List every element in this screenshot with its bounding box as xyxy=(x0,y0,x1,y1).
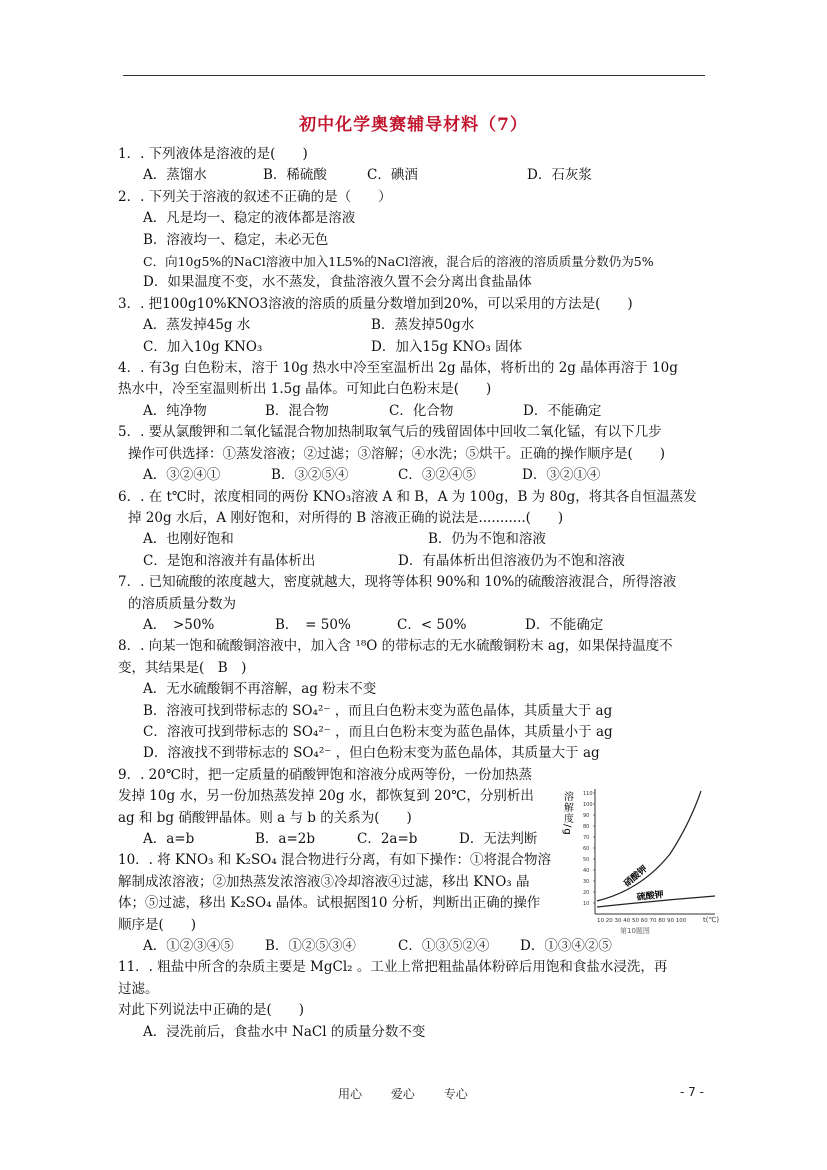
q7-option-d: D．不能确定 xyxy=(525,616,604,633)
q6-option-b: B．仍为不饱和溶液 xyxy=(428,531,546,548)
q8-option-a: A．无水硫酸铜不再溶解，ag 粉末不变 xyxy=(143,681,377,698)
q10-stem-line2: 解制成浓溶液；②加热蒸发浓溶液③冷却溶液④过滤，移出 KNO₃ 晶 xyxy=(118,873,530,890)
figure-xunit: t(℃) xyxy=(703,916,720,924)
figure-curve1-label: 硝酸钾 xyxy=(622,864,650,890)
q3-stem: 3．. 把100g10%KNO3溶液的溶质的质量分数增加到20%，可以采用的方法是( ) xyxy=(118,295,633,312)
q7-options xyxy=(118,615,716,636)
figure-curve2-label: 硫酸钾 xyxy=(636,890,665,903)
q9-option-b: B．a=2b xyxy=(255,831,316,847)
q10-stem-line1: 10．. 将 KNO₃ 和 K₂SO₄ 混合物进行分离，有如下操作：①将混合物溶 xyxy=(118,852,552,869)
q8-option-d: D．溶液找不到带标志的 SO₄²⁻ ，但白色粉末变为蓝色晶体，其质量大于 ag xyxy=(143,745,600,762)
q3-option-d: D．加入15g KNO₃ 固体 xyxy=(371,338,523,355)
q5-option-d: D．③②①④ xyxy=(522,467,601,484)
q1-option-b: B．稀硫酸 xyxy=(263,167,327,184)
q7-option-b: B． = 50% xyxy=(275,616,351,633)
page-title: 初中化学奥赛辅导材料（7） xyxy=(299,115,528,135)
q9-option-d: D．无法判断 xyxy=(459,831,538,847)
q6-option-a: A．也刚好饱和 xyxy=(143,531,234,548)
figure-ytick-label: 40 xyxy=(583,868,590,874)
q6-stem-line2: 掉 20g 水后，A 刚好饱和，对所得的 B 溶液正确的说法是...........( ) xyxy=(128,509,564,526)
q5-option-c: C．③②④⑤ xyxy=(398,467,476,484)
q7-stem-line2: 的溶质质量分数为 xyxy=(128,595,236,612)
q11-stem-line2: 过滤。 xyxy=(118,980,159,997)
figure-yticks xyxy=(583,791,595,907)
q10-stem-line4: 顺序是( ) xyxy=(118,916,197,933)
q9-stem-line2: 发掉 10g 水，另一份加热蒸发掉 20g 水，都恢复到 20℃，分别析出 xyxy=(118,788,534,805)
q9-stem-line3: ag 和 bg 硝酸钾晶体。则 a 与 b 的关系为( ) xyxy=(118,809,412,826)
figure-xticks: 10 20 30 40 50 60 70 80 90 100 xyxy=(597,918,687,924)
q8-option-c: C．溶液可找到带标志的 SO₄²⁻ ，而且白色粉末变为蓝色晶体，其质量小于 ag xyxy=(143,723,613,740)
figure-ytick-label: 30 xyxy=(583,879,590,885)
q5-option-b: B．③②⑤④ xyxy=(271,467,349,484)
q6-options-row1 xyxy=(118,529,716,550)
figure-ytick-label: 20 xyxy=(583,890,590,896)
q8-stem-line2: 变，其结果是( B ) xyxy=(118,659,247,676)
q4-stem-line1: 4．. 有3g 白色粉末，溶于 10g 热水中冷至室温析出 2g 晶体，将析出的 2g 晶体再溶于 10g xyxy=(118,360,678,377)
q9-option-c: C．2a=b xyxy=(357,831,418,847)
q3-options-row1 xyxy=(118,315,716,336)
q4-option-b: B．混合物 xyxy=(265,402,329,419)
q1-options xyxy=(118,165,716,186)
q2-option-b: B．溶液均一、稳定，未必无色 xyxy=(143,231,329,248)
q7-option-c: C．< 50% xyxy=(397,616,467,633)
q9-options xyxy=(118,829,573,850)
q6-option-d: D．有晶体析出但溶液仍为不饱和溶液 xyxy=(398,552,625,569)
footer-right: 专心 xyxy=(443,1087,468,1101)
q11-stem-line3: 对此下列说法中正确的是( ) xyxy=(118,1002,305,1019)
q10-option-c: C．①③⑤②④ xyxy=(398,938,490,955)
q5-stem-line2: 操作可供选择：①蒸发溶液；②过滤；③溶解；④水洗；⑤烘干。正确的操作顺序是( ) xyxy=(128,445,666,462)
q10-option-d: D．①③④②⑤ xyxy=(520,938,612,955)
q1-option-d: D．石灰浆 xyxy=(527,167,592,184)
q8-option-b: B．溶液可找到带标志的 SO₄²⁻ ，而且白色粉末变为蓝色晶体，其质量大于 ag xyxy=(143,702,613,719)
q7-stem-line1: 7．. 已知硫酸的浓度越大，密度就越大，现将等体积 90%和 10%的硫酸溶液混合，所得溶液 xyxy=(118,574,677,591)
footer-left: 用心 xyxy=(338,1087,363,1101)
q9-option-a: A．a=b xyxy=(143,831,195,847)
q10-options xyxy=(118,936,716,957)
figure-ytick-label: 60 xyxy=(583,846,590,852)
figure-ytick-label: 100 xyxy=(583,802,593,808)
q6-option-c: C．是饱和溶液并有晶体析出 xyxy=(143,552,316,569)
q3-options-row2 xyxy=(118,337,716,358)
q11-stem-line1: 11．. 粗盐中所含的杂质主要是 MgCl₂ 。工业上常把粗盐晶体粉碎后用饱和食盐水浸洗，再 xyxy=(118,959,668,976)
footer-mid: 爱心 xyxy=(390,1087,415,1101)
q2-option-d: D．如果温度不变，水不蒸发，食盐溶液久置不会分离出食盐晶体 xyxy=(143,274,532,291)
q3-option-a: A．蒸发掉45g 水 xyxy=(143,317,251,334)
q4-stem-line2: 热水中，冷至室温则析出 1.5g 晶体。可知此白色粉末是( ) xyxy=(118,381,492,398)
q5-option-a: A．③②④① xyxy=(143,467,221,484)
q6-options-row2 xyxy=(118,551,716,572)
q1-stem: 1．. 下列液体是溶液的是( ) xyxy=(118,146,308,162)
q10-option-a: A．①②③④⑤ xyxy=(143,938,234,955)
q9-block xyxy=(118,765,573,936)
q4-options xyxy=(118,401,716,422)
q3-option-b: B．蒸发掉50g水 xyxy=(371,317,475,334)
q2-option-a: A．凡是均一、稳定的液体都是溶液 xyxy=(143,210,356,227)
q5-stem-line1: 5．. 要从氯酸钾和二氧化锰混合物加热制取氧气后的残留固体中回收二氧化锰，有以下几步 xyxy=(118,424,662,441)
header-rule xyxy=(123,75,705,76)
solubility-figure xyxy=(561,779,725,939)
q3-option-c: C．加入10g KNO₃ xyxy=(143,338,263,355)
figure-ylabel: 溶解度/g xyxy=(561,791,573,836)
q1-option-c: C．碘酒 xyxy=(367,167,418,184)
q5-options xyxy=(118,465,716,486)
q9-stem-line1: 9．. 20℃时，把一定质量的硝酸钾饱和溶液分成两等份，一份加热蒸 xyxy=(118,766,532,783)
figure-ytick-label: 90 xyxy=(583,813,590,819)
q4-option-a: A．纯净物 xyxy=(143,402,207,419)
figure-ytick-label: 10 xyxy=(583,901,590,907)
q10-stem-line3: 体；⑤过滤，移出 K₂SO₄ 晶体。试根据图10 分析，判断出正确的操作 xyxy=(118,895,541,912)
figure-caption: 第10题图 xyxy=(620,927,650,935)
q2-option-c: C．向10g5%的NaCl溶液中加入1L5%的NaCl溶液，混合后的溶液的溶质质量分数仍为5% xyxy=(143,254,654,270)
figure-curve-kno3 xyxy=(597,791,701,901)
q4-option-d: D．不能确定 xyxy=(523,402,602,419)
q4-option-c: C．化合物 xyxy=(389,402,454,419)
q6-stem-line1: 6．. 在 t℃时，浓度相同的两份 KNO₃溶液 A 和 B，A 为 100g，B 为 80g，将其各自恒温蒸发 xyxy=(118,488,697,505)
q10-option-b: B．①②⑤③④ xyxy=(265,938,356,955)
q1-option-a: A．蒸馏水 xyxy=(143,167,207,184)
figure-ytick-label: 50 xyxy=(583,857,590,863)
q7-option-a: A． >50% xyxy=(143,616,215,633)
q2-stem: 2．. 下列关于溶液的叙述不正确的是（ ） xyxy=(118,188,392,205)
q8-stem-line1: 8．. 向某一饱和硫酸铜溶液中，加入含 ¹⁸O 的带标志的无水硫酸铜粉末 ag，如果保持温度不 xyxy=(118,638,673,655)
q11-option-a: A．浸洗前后，食盐水中 NaCl 的质量分数不变 xyxy=(143,1023,426,1040)
figure-ytick-label: 110 xyxy=(583,791,593,797)
footer-motto xyxy=(338,1085,493,1102)
page-number: - 7 - xyxy=(680,1085,704,1099)
figure-ytick-label: 80 xyxy=(583,824,590,830)
figure-ytick-label: 70 xyxy=(583,835,590,841)
